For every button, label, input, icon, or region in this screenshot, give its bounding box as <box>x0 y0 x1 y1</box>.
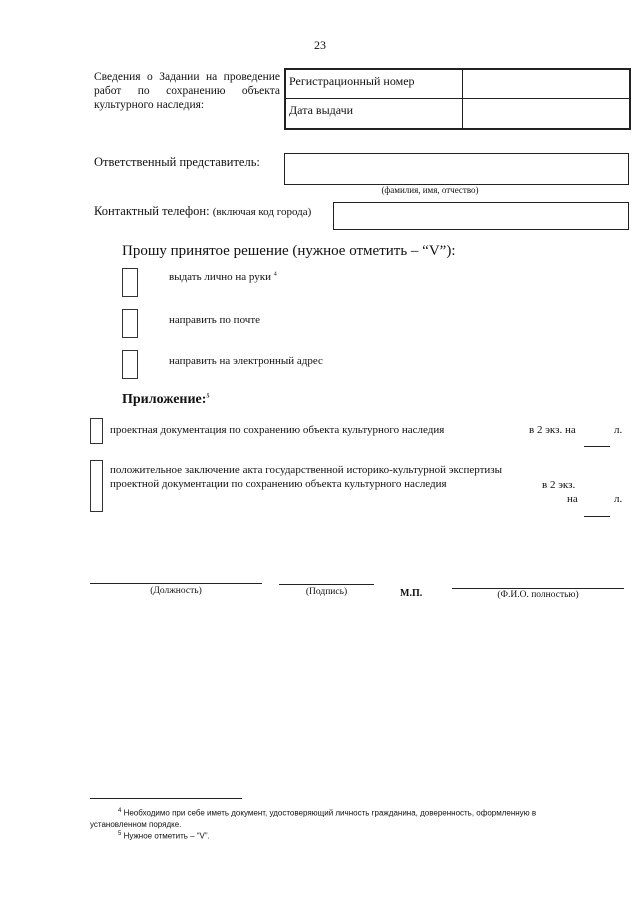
attachment-1-text: проектная документация по сохранению объекта культурного наследия <box>110 424 445 436</box>
attachment-1-sheets-line[interactable] <box>584 446 610 447</box>
phone-field[interactable] <box>333 202 629 230</box>
decision-heading: Прошу принятое решение (нужное отметить – “V”): <box>122 243 456 259</box>
stamp-label: М.П. <box>400 588 423 599</box>
attachment-2-copies-2: на <box>567 493 578 505</box>
position-line[interactable] <box>90 583 262 584</box>
task-info-label: Сведения о Задании на проведение работ по сохранению объекта культурного наследия: <box>94 71 280 111</box>
phone-hint: (включая код города) <box>212 206 312 218</box>
attachment-2-checkbox[interactable] <box>90 460 103 512</box>
footnote-5 <box>90 829 590 842</box>
option-mail-checkbox[interactable] <box>122 309 138 338</box>
representative-field[interactable] <box>284 153 629 185</box>
attachment-2-sheets-suffix: л. <box>614 493 623 505</box>
attachment-2-sheets-line[interactable] <box>584 516 610 517</box>
footnote-4-text: Необходимо при себе иметь документ, удостоверяющий личность гражданина, доверенность, оформленную в установленном порядке. <box>90 808 537 829</box>
reg-number-label: Регистрационный номер <box>289 74 415 88</box>
issue-date-field[interactable] <box>463 99 629 128</box>
reg-number-field[interactable] <box>463 70 629 99</box>
position-caption: (Должность) <box>150 586 202 596</box>
attachment-1-copies: в 2 экз. на <box>529 424 576 436</box>
phone-label: Контактный телефон: <box>94 204 210 218</box>
issue-date-label-cell <box>286 99 463 128</box>
attachment-2-text: положительное заключение акта государственной историко-культурной экспертизы проектной документации по сохранению объекта культурного наследия <box>110 464 502 490</box>
option-email-label: направить на электронный адрес <box>169 355 323 367</box>
representative-label: Ответственный представитель: <box>94 155 260 169</box>
footnote-5-text: Нужное отметить – “V”. <box>123 831 210 841</box>
option-personal <box>169 271 277 283</box>
option-email-checkbox[interactable] <box>122 350 138 379</box>
page-number: 23 <box>314 38 326 52</box>
footnote-separator <box>90 798 242 799</box>
option-personal-checkbox[interactable] <box>122 268 138 297</box>
option-personal-footnote-ref: 4 <box>273 271 277 278</box>
attachment-1-sheets-suffix: л. <box>614 424 623 436</box>
attachment-1-checkbox[interactable] <box>90 418 103 444</box>
reg-number-label-cell <box>286 70 463 99</box>
representative-caption: (фамилия, имя, отчество) <box>381 185 479 195</box>
issue-date-label: Дата выдачи <box>289 103 354 117</box>
phone-label-wrap <box>94 204 311 219</box>
attachment-2-copies-1: в 2 экз. <box>542 479 576 491</box>
task-info-table <box>284 68 631 130</box>
full-name-line[interactable] <box>452 588 624 589</box>
full-name-caption: (Ф.И.О. полностью) <box>497 590 579 600</box>
footnote-4 <box>90 806 590 830</box>
footnote-5-num: 5 <box>118 831 122 837</box>
attachments-heading <box>122 392 209 408</box>
signature-caption: (Подпись) <box>305 587 348 597</box>
footnote-4-num: 4 <box>118 808 122 814</box>
attachments-heading-text: Приложение: <box>122 392 207 407</box>
option-mail-label: направить по почте <box>169 314 261 326</box>
attachments-footnote-ref: 5 <box>206 393 210 400</box>
option-personal-label: выдать лично на руки <box>169 271 272 283</box>
signature-line[interactable] <box>279 584 374 585</box>
